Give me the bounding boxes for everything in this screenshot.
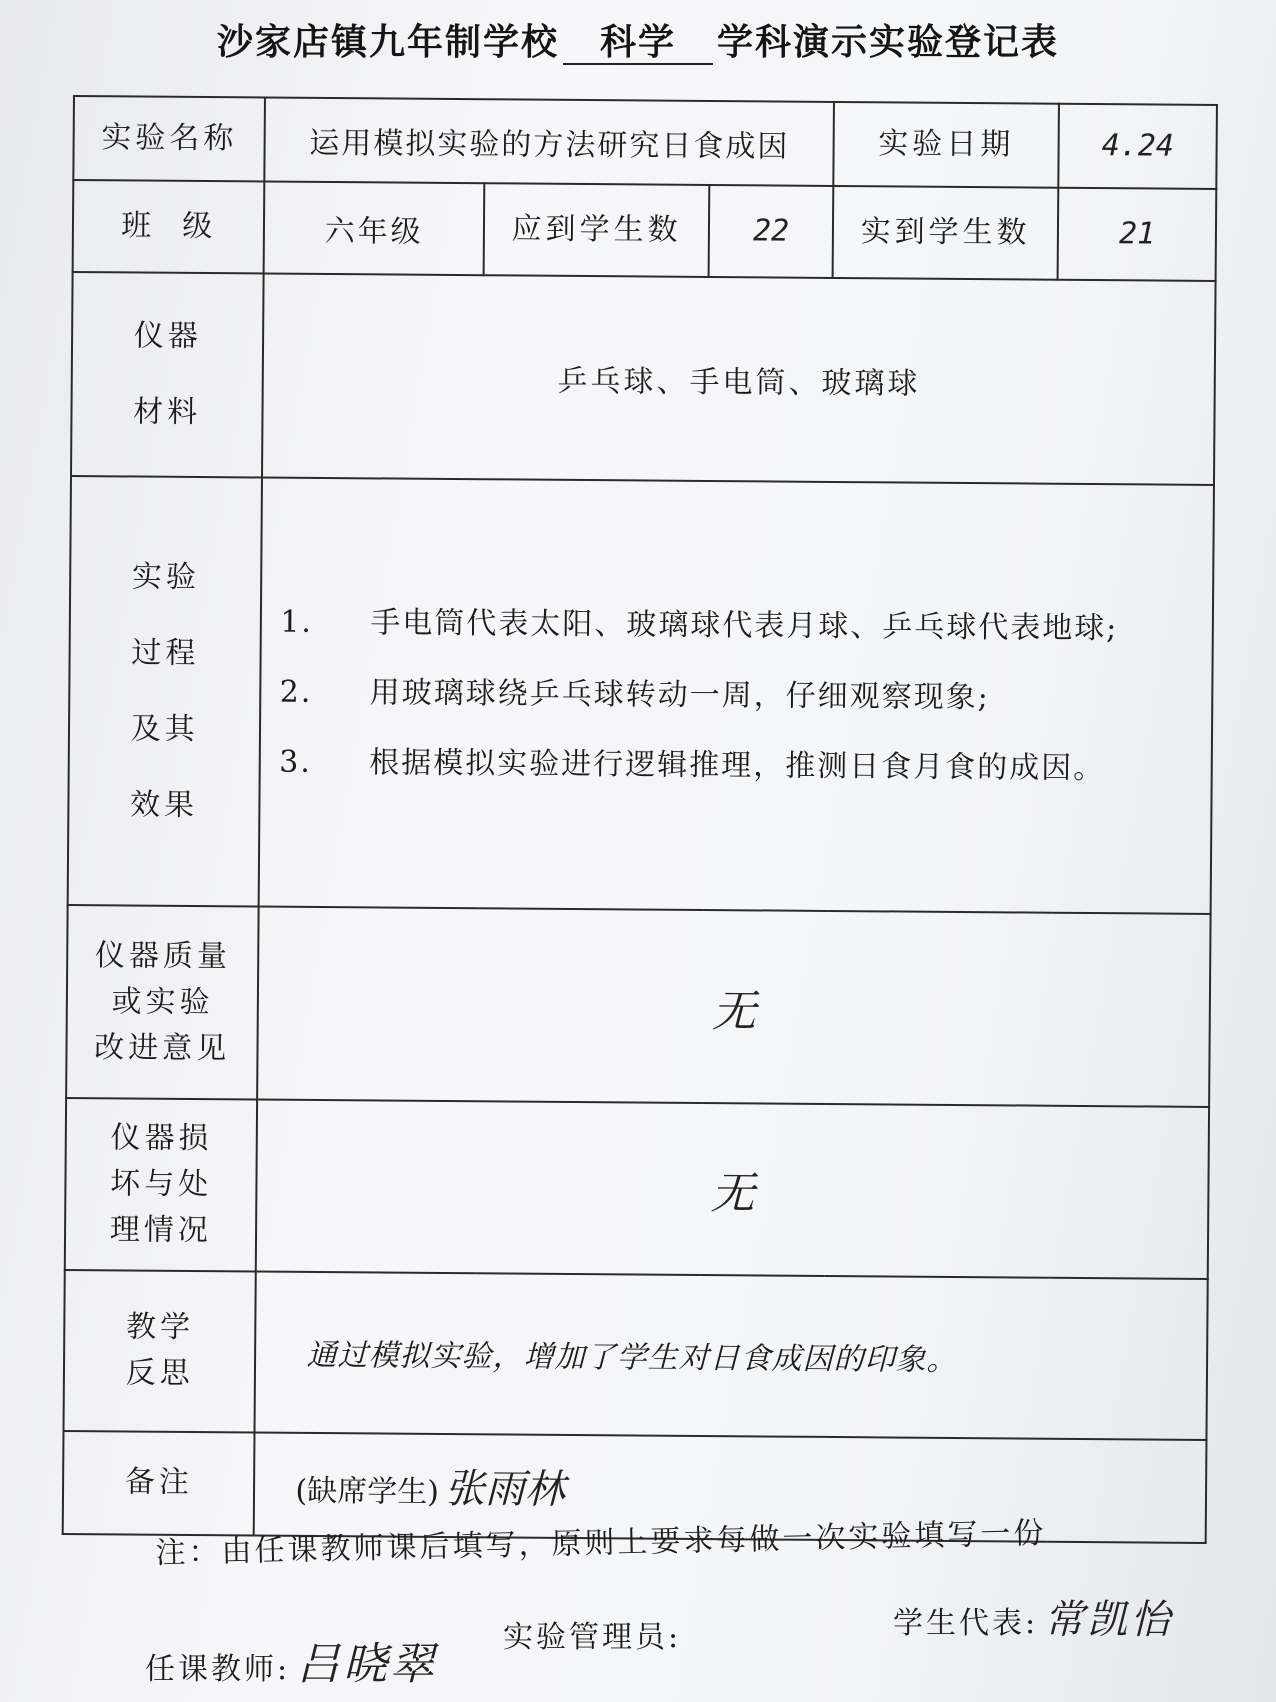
reflection-label	[64, 1270, 257, 1432]
teacher-name: 吕晓翠	[296, 1639, 438, 1690]
process-label-line: 过程	[131, 634, 200, 671]
materials-value: 乒乓球、手电筒、玻璃球	[262, 273, 1215, 484]
materials-label-line1: 仪器	[133, 318, 202, 354]
step-number: 3.	[279, 744, 312, 780]
quality-label-line: 仪器质量	[94, 937, 232, 974]
title-school: 沙家店镇九年制学校	[216, 22, 559, 63]
damage-label-line: 坏与处	[110, 1166, 213, 1203]
process-label-line: 及其	[130, 710, 199, 747]
page-title	[0, 14, 1276, 65]
damage-value: 无	[256, 1100, 1209, 1279]
absent-student-name: 张雨林	[444, 1465, 566, 1513]
step-text: 手电筒代表太阳、玻璃球代表月球、乒乓球代表地球;	[370, 604, 1119, 646]
materials-label-line2: 材料	[133, 394, 202, 430]
expected-students-value: 22	[709, 185, 834, 278]
remarks-label: 备注	[63, 1431, 255, 1536]
registration-form-table	[62, 95, 1218, 1544]
step-text: 用玻璃球绕乒乓球转动一周，仔细观察现象;	[369, 674, 990, 715]
experiment-date-label: 实验日期	[833, 102, 1059, 187]
row-quality	[66, 905, 1210, 1107]
process-step	[279, 727, 1211, 804]
expected-students-label: 应到学生数	[484, 183, 710, 277]
title-subject: 科学	[563, 23, 713, 65]
class-label: 班 级	[73, 180, 265, 274]
quality-label-line: 改进意见	[94, 1029, 231, 1066]
process-label-line: 实验	[131, 558, 201, 595]
student-rep-label: 学生代表:	[893, 1606, 1039, 1641]
process-step	[279, 657, 1211, 734]
step-number: 1.	[280, 604, 314, 640]
row-materials	[71, 272, 1216, 485]
actual-students-value: 21	[1058, 187, 1216, 281]
step-text: 根据模拟实验进行逻辑推理，推测日食月食的成因。	[369, 744, 1106, 786]
title-suffix: 学科演示实验登记表	[717, 22, 1060, 63]
process-step	[280, 587, 1212, 664]
quality-label-line: 或实验	[111, 984, 214, 1020]
student-rep-signature	[893, 1588, 1173, 1645]
row-damage	[65, 1098, 1209, 1279]
teacher-signature	[145, 1628, 437, 1692]
experiment-name-label: 实验名称	[73, 96, 265, 181]
reflection-value: 通过模拟实验，增加了学生对日食成因的印象。	[255, 1271, 1208, 1439]
row-experiment-name	[73, 96, 1217, 189]
reflection-label-line: 教学	[125, 1309, 195, 1346]
row-class	[73, 180, 1217, 281]
actual-students-label: 实到学生数	[833, 186, 1059, 280]
experiment-date-value: 4.24	[1059, 104, 1217, 189]
lab-admin-label: 实验管理员:	[503, 1620, 682, 1655]
row-reflection	[64, 1270, 1208, 1440]
process-steps	[259, 477, 1214, 914]
footnote: 注：由任课教师课后填写，原则上要求每做一次实验填写一份	[155, 1515, 1047, 1571]
damage-label-line: 仪器损	[110, 1120, 213, 1157]
experiment-name-value: 运用模拟实验的方法研究日食成因	[265, 98, 834, 186]
reflection-label-line: 反思	[125, 1355, 194, 1392]
row-process	[68, 476, 1214, 914]
student-rep-name: 常凯怡	[1044, 1597, 1174, 1643]
process-label	[68, 476, 263, 907]
materials-label	[71, 272, 264, 477]
quality-label	[66, 905, 259, 1100]
damage-label	[65, 1098, 258, 1271]
step-number: 2.	[279, 674, 313, 710]
class-value: 六年级	[264, 181, 484, 275]
teacher-label: 任课教师:	[145, 1652, 291, 1687]
damage-label-line: 理情况	[109, 1212, 212, 1249]
quality-value: 无	[258, 907, 1211, 1108]
process-label-line: 效果	[129, 786, 199, 823]
remarks-prefix: (缺席学生)	[295, 1473, 440, 1510]
lab-admin-signature	[503, 1612, 681, 1656]
